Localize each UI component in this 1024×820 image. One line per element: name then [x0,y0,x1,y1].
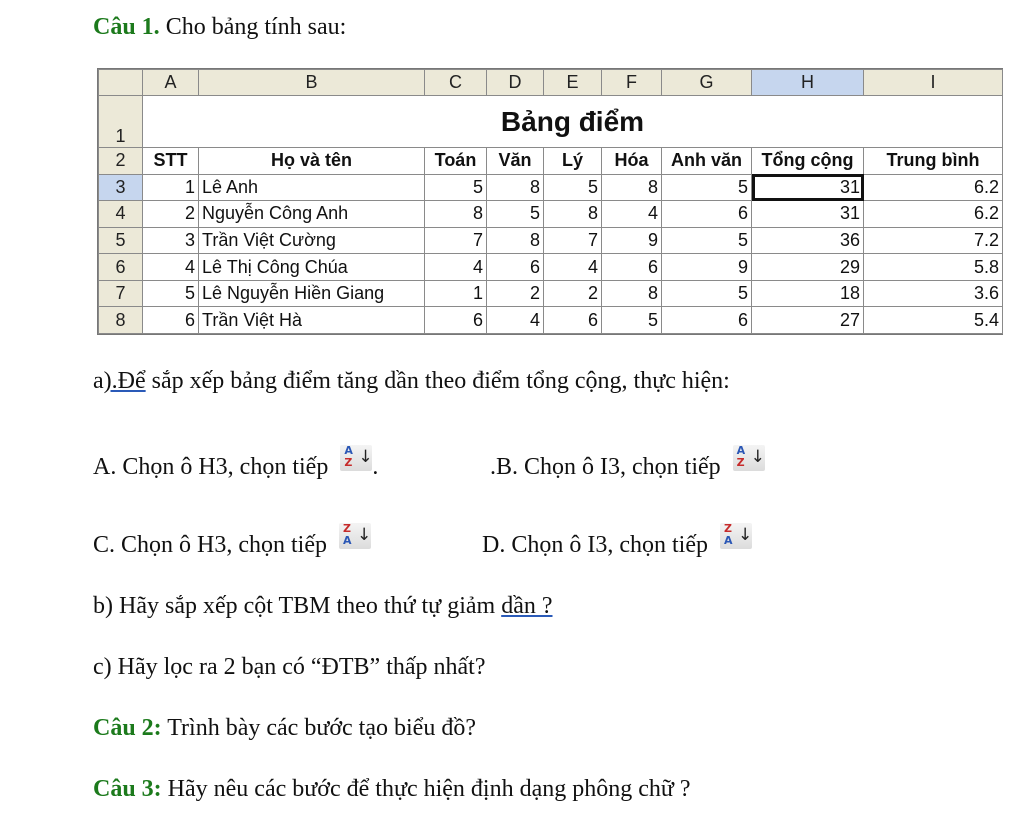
header-stt[interactable]: STT [143,148,199,175]
cell-toan[interactable]: 4 [425,254,487,281]
question-1-label: Câu 1. [93,14,160,40]
active-cell-h3[interactable]: 31 [752,174,864,201]
header-toan[interactable]: Toán [425,148,487,175]
cell-toan[interactable]: 6 [425,307,487,334]
cell-tong-cong[interactable]: 27 [752,307,864,334]
sort-ascending-icon: A Z ↓ [340,445,372,471]
cell-anh-van[interactable]: 6 [662,201,752,228]
cell-hoa[interactable]: 5 [602,307,662,334]
cell-hoa[interactable]: 9 [602,227,662,254]
col-header-b[interactable]: B [199,70,425,96]
cell-hoa[interactable]: 6 [602,254,662,281]
cell-name[interactable]: Trần Việt Hà [199,307,425,334]
header-anh-van[interactable]: Anh văn [662,148,752,175]
question-c-text: c) Hãy lọc ra 2 bạn có “ĐTB” thấp nhất? [93,654,486,680]
question-1-text: Cho bảng tính sau: [159,14,347,40]
cell-ly[interactable]: 7 [544,227,602,254]
table-row [99,174,1003,201]
question-2 [93,713,476,743]
option-d-text: D. Chọn ô I3, chọn tiếp [482,532,708,558]
cell-stt[interactable]: 6 [143,307,199,334]
spreadsheet [97,68,1003,335]
question-b-text: b) Hãy sắp xếp cột TBM theo thứ tự giảm [93,593,502,619]
question-b [93,591,553,621]
cell-tong-cong[interactable]: 18 [752,280,864,307]
table-row [99,227,1003,254]
col-header-a[interactable]: A [143,70,199,96]
cell-van[interactable]: 5 [487,201,544,228]
cell-toan[interactable]: 8 [425,201,487,228]
header-trung-binh[interactable]: Trung bình [864,148,1003,175]
question-a-link: ).Để [103,368,146,394]
header-tong-cong[interactable]: Tổng cộng [752,148,864,175]
cell-trung-binh[interactable]: 7.2 [864,227,1003,254]
cell-ly[interactable]: 8 [544,201,602,228]
header-hoa[interactable]: Hóa [602,148,662,175]
cell-stt[interactable]: 4 [143,254,199,281]
row-header[interactable]: 4 [99,201,143,228]
row-header-1[interactable]: 1 [99,96,143,148]
question-a-text: sắp xếp bảng điểm tăng dần theo điểm tổng cộng, thực hiện: [145,368,730,394]
cell-name[interactable]: Lê Anh [199,174,425,201]
table-row [99,201,1003,228]
option-c-text: C. Chọn ô H3, chọn tiếp [93,532,327,558]
question-2-text: Trình bày các bước tạo biểu đồ? [161,715,476,741]
cell-ly[interactable]: 6 [544,307,602,334]
option-c [93,522,372,560]
row-header-2[interactable]: 2 [99,148,143,175]
row-header[interactable]: 8 [99,307,143,334]
cell-van[interactable]: 4 [487,307,544,334]
col-header-e[interactable]: E [544,70,602,96]
option-d [482,522,753,560]
question-a [93,366,730,396]
option-b-text: .B. Chọn ô I3, chọn tiếp [490,454,721,480]
header-name[interactable]: Họ và tên [199,148,425,175]
row-header[interactable]: 7 [99,280,143,307]
question-b-underlined: dần ? [501,593,553,619]
question-3-label: Câu 3: [93,776,162,802]
header-van[interactable]: Văn [487,148,544,175]
col-header-c[interactable]: C [425,70,487,96]
cell-hoa[interactable]: 8 [602,174,662,201]
sort-ascending-icon: A Z ↓ [733,445,765,471]
sort-descending-icon: Z A ↓ [339,523,371,549]
cell-name[interactable]: Trần Việt Cường [199,227,425,254]
cell-name[interactable]: Lê Thị Công Chúa [199,254,425,281]
cell-tong-cong[interactable]: 29 [752,254,864,281]
cell-van[interactable]: 6 [487,254,544,281]
col-header-g[interactable]: G [662,70,752,96]
cell-stt[interactable]: 1 [143,174,199,201]
cell-hoa[interactable]: 4 [602,201,662,228]
col-header-h[interactable]: H [752,70,864,96]
sort-descending-icon: Z A ↓ [720,523,752,549]
cell-van[interactable]: 8 [487,174,544,201]
option-a [93,444,379,482]
cell-name[interactable]: Lê Nguyễn Hiền Giang [199,280,425,307]
question-2-label: Câu 2: [93,715,162,741]
cell-trung-binh[interactable]: 6.2 [864,201,1003,228]
row-header[interactable]: 3 [99,174,143,201]
cell-ly[interactable]: 2 [544,280,602,307]
cell-toan[interactable]: 1 [425,280,487,307]
cell-stt[interactable]: 5 [143,280,199,307]
cell-name[interactable]: Nguyễn Công Anh [199,201,425,228]
question-3-text: Hãy nêu các bước để thực hiện định dạng phông chữ ? [161,776,691,802]
cell-tong-cong[interactable]: 31 [752,201,864,228]
table-row [99,280,1003,307]
option-a-text: A. Chọn ô H3, chọn tiếp [93,454,329,480]
col-header-f[interactable]: F [602,70,662,96]
question-1 [93,12,346,42]
cell-trung-binh[interactable]: 6.2 [864,174,1003,201]
cell-anh-van[interactable]: 5 [662,280,752,307]
question-c [93,652,486,682]
table-row [99,307,1003,334]
row-header[interactable]: 6 [99,254,143,281]
cell-tong-cong[interactable]: 36 [752,227,864,254]
cell-ly[interactable]: 5 [544,174,602,201]
cell-trung-binh[interactable]: 5.4 [864,307,1003,334]
score-table [98,69,1003,334]
col-header-d[interactable]: D [487,70,544,96]
cell-hoa[interactable]: 8 [602,280,662,307]
header-ly[interactable]: Lý [544,148,602,175]
cell-toan[interactable]: 5 [425,174,487,201]
cell-anh-van[interactable]: 9 [662,254,752,281]
cell-anh-van[interactable]: 6 [662,307,752,334]
question-a-prefix: a [93,368,104,394]
cell-anh-van[interactable]: 5 [662,174,752,201]
cell-trung-binh[interactable]: 3.6 [864,280,1003,307]
option-a-suffix: . [372,454,379,480]
cell-anh-van[interactable]: 5 [662,227,752,254]
cell-van[interactable]: 2 [487,280,544,307]
sheet-title[interactable]: Bảng điểm [143,96,1003,148]
corner-cell[interactable] [99,70,143,96]
table-row [99,254,1003,281]
cell-trung-binh[interactable]: 5.8 [864,254,1003,281]
question-3 [93,774,691,804]
cell-stt[interactable]: 2 [143,201,199,228]
option-b [490,444,765,482]
cell-van[interactable]: 8 [487,227,544,254]
cell-stt[interactable]: 3 [143,227,199,254]
col-header-i[interactable]: I [864,70,1003,96]
cell-toan[interactable]: 7 [425,227,487,254]
cell-ly[interactable]: 4 [544,254,602,281]
row-header[interactable]: 5 [99,227,143,254]
